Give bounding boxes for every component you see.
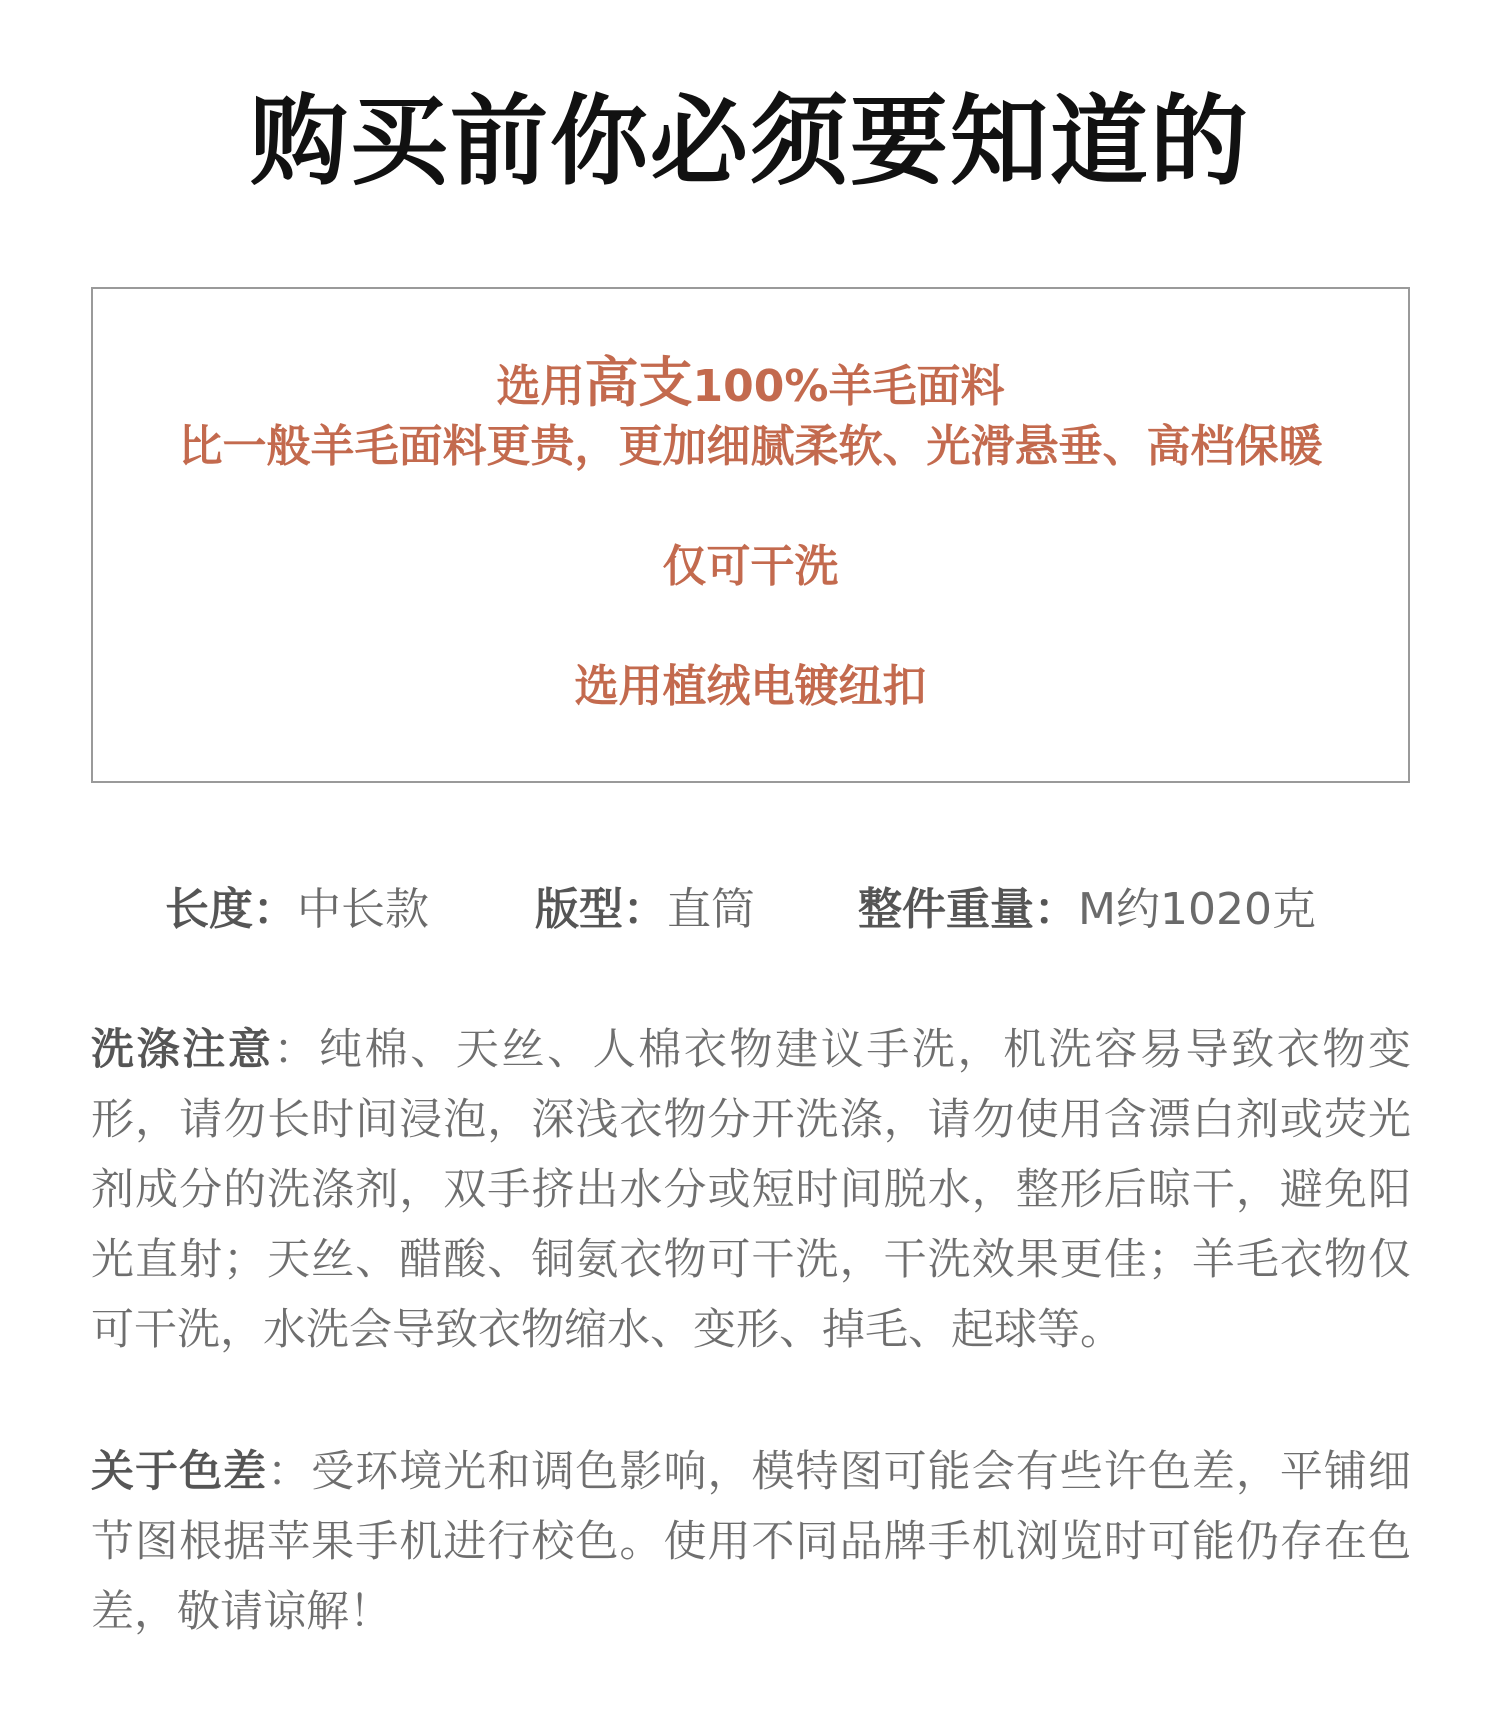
feature-fabric-line (93, 351, 1408, 415)
spec-length-value: 中长款 (297, 884, 429, 935)
feature-highlight-box (91, 287, 1410, 783)
spec-fit-label: 版型： (535, 884, 667, 935)
feature-dry-clean: 仅可干洗 (662, 541, 839, 592)
spec-weight-value: M约1020克 (1078, 884, 1316, 935)
spec-weight-label: 整件重量： (858, 884, 1078, 935)
feature-fabric-prefix: 选用 (496, 361, 585, 412)
feature-fabric-benefits: 比一般羊毛面料更贵，更加细腻柔软、光滑悬垂、高档保暖 (178, 421, 1323, 472)
spec-length (165, 880, 429, 940)
page-title: 购买前你必须要知道的 (249, 85, 1250, 199)
color-diff-text: ：受环境光和调色影响，模特图可能会有些许色差，平铺细节图根据苹果手机进行校色。使用不同品牌手机浏览时可能仍存在色差，敬请谅解！ (91, 1447, 1412, 1637)
washing-instructions (91, 1015, 1411, 1365)
spec-weight (858, 880, 1316, 940)
color-difference-note (91, 1437, 1411, 1647)
color-diff-label: 关于色差 (91, 1447, 268, 1497)
specs-row (0, 880, 1500, 940)
washing-text: ：纯棉、天丝、人棉衣物建议手洗，机洗容易导致衣物变形，请勿长时间浸泡，深浅衣物分开洗涤，请勿使用含漂白剂或荧光剂成分的洗涤剂，双手挤出水分或短时间脱水，整形后晾干，避免阳光直射；天丝、醋酸、铜氨衣物可干洗，干洗效果更佳；羊毛衣物仅可干洗，水洗会导致衣物缩水、变形、掉毛、起球等。 (91, 1025, 1412, 1355)
feature-fabric-suffix: 100%羊毛面料 (692, 361, 1005, 412)
feature-fabric-highlight: 高支 (584, 351, 693, 414)
spec-length-label: 长度： (165, 884, 297, 935)
washing-label: 洗涤注意 (91, 1025, 274, 1075)
spec-fit-value: 直筒 (667, 884, 755, 935)
feature-buttons: 选用植绒电镀纽扣 (574, 661, 927, 712)
spec-fit (535, 880, 755, 940)
